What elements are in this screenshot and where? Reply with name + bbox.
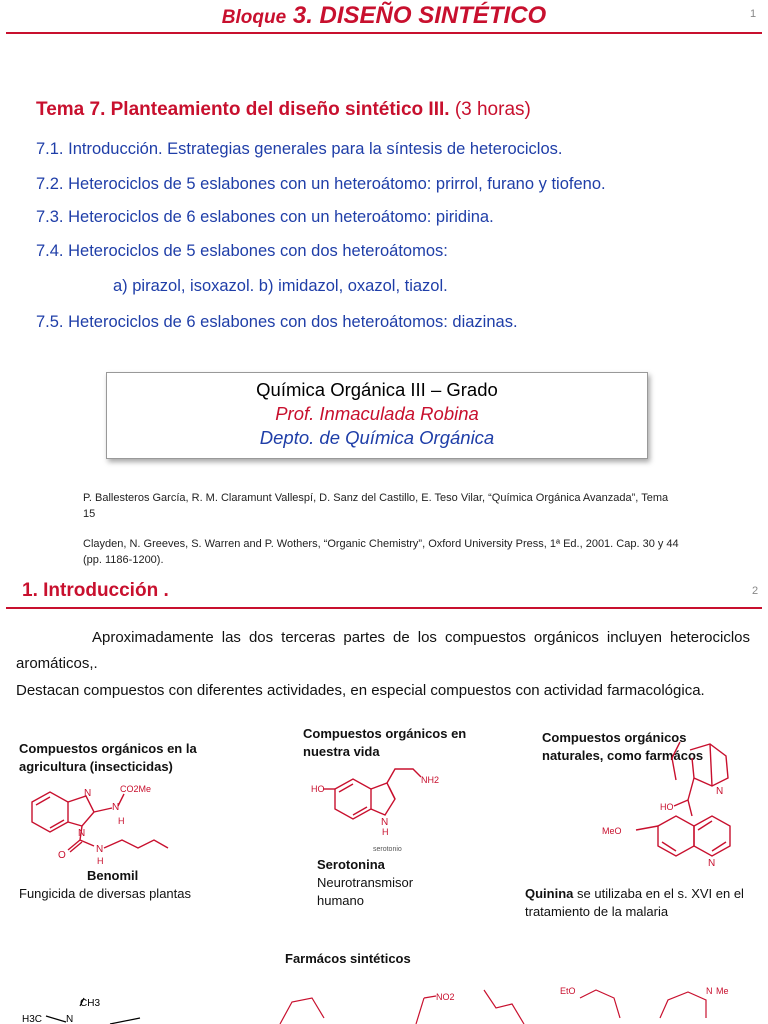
benomil-desc: Fungicida de diversas plantas <box>19 886 191 901</box>
intro-title: 1. Introducción . <box>22 580 169 601</box>
n-label: N <box>706 986 713 996</box>
reference-1: P. Ballesteros García, R. M. Claramunt Vallespí, D. Sanz del Castillo, E. Teso Vilar, “Química Orgánica Avanzada”, Tema 15 <box>83 492 669 520</box>
life-heading: Compuestos orgánicos en nuestra vida <box>303 726 467 759</box>
benomil-structure <box>20 780 220 870</box>
title-main: 3. DISEÑO SINTÉTICO <box>292 2 547 29</box>
department-name: Depto. de Química Orgánica <box>259 427 495 448</box>
topic-item: 7.4. Heterociclos de 5 eslabones con dos heteroátomos: <box>36 242 448 260</box>
n-label: N <box>66 1014 74 1024</box>
n-label: N <box>112 802 120 813</box>
reference-2: Clayden, N. Greeves, S. Warren and P. Wothers, “Organic Chemistry”, Oxford University Press, 1ª Ed., 2001. Cap. 30 y 44 (pp. 1186-1200). <box>83 538 679 566</box>
h-label: H <box>97 856 104 866</box>
professor-name: Prof. Inmaculada Robina <box>275 403 479 424</box>
topic-item: 7.3. Heterociclos de 6 eslabones con un heteroátomo: piridina. <box>36 208 494 226</box>
o-label: O <box>58 850 66 861</box>
title-divider <box>6 32 762 34</box>
topic-item: 7.2. Heterociclos de 5 eslabones con un heteroátomo: prirrol, furano y tiofeno. <box>36 175 606 193</box>
h-label: H <box>118 816 125 826</box>
intro-divider <box>6 607 762 609</box>
tema-label: Tema 7. Planteamiento del diseño sintético III. <box>36 99 450 120</box>
no2-label: NO2 <box>436 992 455 1002</box>
n-label: N <box>716 786 724 797</box>
intro-paragraph-2: Destacan compuestos con diferentes actividades, en especial compuestos con actividad farmacológica. <box>16 682 705 699</box>
intro-paragraph-1: Aproximadamente las dos terceras partes de los compuestos orgánicos incluyen heterociclos aromáticos,. <box>16 629 750 672</box>
agri-heading: Compuestos orgánicos en la agricultura (insecticidas) <box>19 741 197 774</box>
n-label: N <box>708 858 716 869</box>
course-name: Química Orgánica III – Grado <box>256 379 498 400</box>
n-label: N <box>84 788 92 799</box>
quinine-structure <box>600 730 765 880</box>
page-number-2: 2 <box>752 585 759 597</box>
course-box <box>106 372 648 459</box>
quinina-name: Quinina <box>525 886 574 901</box>
eto-label: EtO <box>560 986 576 996</box>
serotonin-structure <box>305 765 465 853</box>
page-number: 1 <box>750 8 757 20</box>
serotonina-desc: Neurotransmisor humano <box>317 875 414 908</box>
serotonio-label: serotonio <box>373 846 402 853</box>
topic-item: 7.5. Heterociclos de 6 eslabones con dos heteroátomos: diazinas. <box>36 313 518 331</box>
benomil-name: Benomil <box>87 868 139 883</box>
slide1-title <box>0 2 768 30</box>
h3c-label: H3C <box>22 1014 43 1024</box>
n-label: N <box>381 817 389 828</box>
ch3-label: CH3 <box>80 998 101 1009</box>
topic-subitem: a) pirazol, isoxazol. b) imidazol, oxazol, tiazol. <box>113 277 448 295</box>
title-prefix: Bloque <box>221 7 287 28</box>
nh2-label: NH2 <box>421 775 440 785</box>
h-label: H <box>382 827 389 837</box>
serotonina-name: Serotonina <box>317 857 385 872</box>
n-label: N <box>96 844 104 855</box>
meo-label: MeO <box>602 826 622 836</box>
natural-heading: Compuestos orgánicos naturales, como farmácos <box>542 730 704 763</box>
synthetic-heading: Farmácos sintéticos <box>285 951 411 966</box>
quinina-caption <box>525 885 765 921</box>
synthetic-drugs-structures <box>0 978 768 1024</box>
me-label: Me <box>716 986 729 996</box>
tema-hours: (3 horas) <box>454 99 531 120</box>
tema-heading <box>36 99 531 121</box>
n-label: N <box>78 828 86 839</box>
quinina-desc: se utilizaba en el s. XVI en el tratamiento de la malaria <box>525 886 744 919</box>
ho-label: HO <box>311 784 325 794</box>
topic-item: 7.1. Introducción. Estrategias generales para la síntesis de heterociclos. <box>36 140 563 158</box>
ho-label: HO <box>660 802 674 812</box>
co2me-label: CO2Me <box>120 784 152 794</box>
